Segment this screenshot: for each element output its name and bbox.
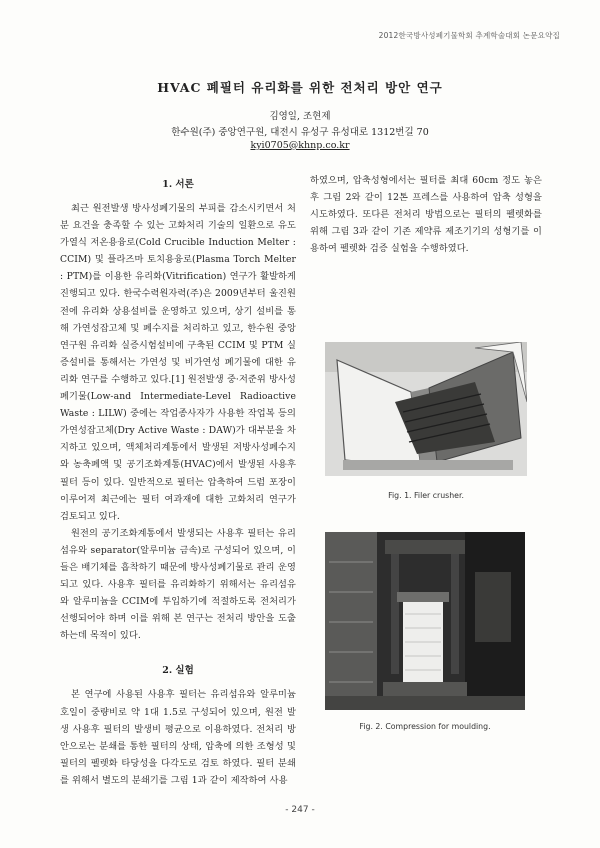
paper-authors: 김영일, 조현제 [269, 111, 331, 122]
page-number: - 247 - [285, 805, 315, 815]
section-title-experiment: 2. 실험 [162, 665, 194, 677]
conference-header: 2012한국방사성폐기물학회 추계학술대회 논문요약집 [378, 31, 560, 40]
experiment-paragraph-start: 본 연구에 사용된 사용후 필터는 유리섬유와 알루미늄 호일이 중량비로 약 1대 1.5로 구성되어 있으며, 원전 발생 사용후 필터의 발생비 평균으로 이용하였다. 전처리 방안으로는 분쇄를 통한 필터의 상태, 압축에 의한 조형성 및 필터의 펠렛화 타당성을 다각도로 검토 하였다. 필터 분쇄를 위해서 별도의 분쇄기를 그림 1과 같이 제작하여 사용 [60, 689, 296, 786]
left-column [60, 172, 296, 789]
filter-crusher-illustration [325, 342, 527, 476]
paper-affiliation: 한수원(주) 중앙연구원, 대전시 유성구 유성대로 1312번길 70 [171, 127, 429, 138]
figure-2-caption: Fig. 2. Compression for moulding. [359, 722, 491, 731]
figure-1-filter-crusher-photo [325, 342, 527, 476]
figure-1-caption: Fig. 1. Filer crusher. [388, 491, 464, 500]
section-title-introduction: 1. 서론 [162, 179, 194, 190]
author-email-link[interactable]: kyi0705@khnp.co.kr [250, 140, 350, 151]
figure-2-compression-photo [325, 532, 525, 710]
paper-title: HVAC 폐필터 유리화를 위한 전처리 방안 연구 [157, 80, 443, 95]
compression-press-illustration [325, 532, 525, 710]
right-column [310, 172, 542, 257]
intro-paragraph-2: 원전의 공기조화계통에서 발생되는 사용후 필터는 유리섬유와 separator(알루미늄 금속)로 구성되어 있으며, 이들은 배기체를 흡착하기 때문에 방사성폐기물로 관리 운영되고 있다. 사용후 필터를 유리화하기 위해서는 유리섬유와 알루미늄을 CCIM에 투입하기에 적절하도록 전처리가 선행되어야 하며 이를 위해 본 연구는 전처리 방안을 도출하는데 목적이 있다. [60, 527, 296, 642]
intro-paragraph-1: 최근 원전발생 방사성폐기물의 부피를 감소시키면서 처분 요건을 충족할 수 있는 고화처리 기술의 일환으로 유도가열식 저온용융로(Cold Crucible Induction Melter : CCIM) 및 플라즈마 토치용융로(Plasma Torch Melter : PTM)를 이용한 유리화(Vitrification) 연구가 활발하게 진행되고 있다. 한국수력원자력(주)은 2009년부터 울진원전에 유리화 상용설비를 운영하고 있으며, 상기 설비를 통해 가연성잡고체 및 폐수지를 처리하고 있고, 한수원 중앙연구원 유리화 실증시험설비에 구축된 CCIM 및 PTM 실증설비를 통해서는 가연성 및 비가연성 폐기물에 대한 유리화 연구를 수행하고 있다.[1] 원전발생 중·저준위 방사성폐기물(Low-and Intermediate-Level Radioactive Waste : LILW) 중에는 작업종사자가 사용한 작업복 등의 가연성잡고체(Dry Active Waste : DAW)가 대부분을 차지하고 있으며, 액체처리계통에서 발생된 저방사성폐수지와 농축폐액 및 공기조화계통(HVAC)에서 발생된 사용후 필터 등이 있다. 일반적으로 필터는 압축하여 드럼 포장이 이루어져 최근에는 필터 여과재에 대한 고화처리 연구가 검토되고 있다. [60, 203, 296, 522]
experiment-paragraph-continued: 하였으며, 압축성형에서는 필터를 최대 60cm 정도 놓은 후 그림 2와 같이 12톤 프레스를 사용하여 압축 성형을 시도하였다. 또다른 전처리 방법으로는 필터의 펠렛화를 위해 그림 3과 같이 기존 제약류 제조기기의 성형기를 이용하여 펠렛화 검증 실험을 수행하였다. [310, 175, 542, 255]
